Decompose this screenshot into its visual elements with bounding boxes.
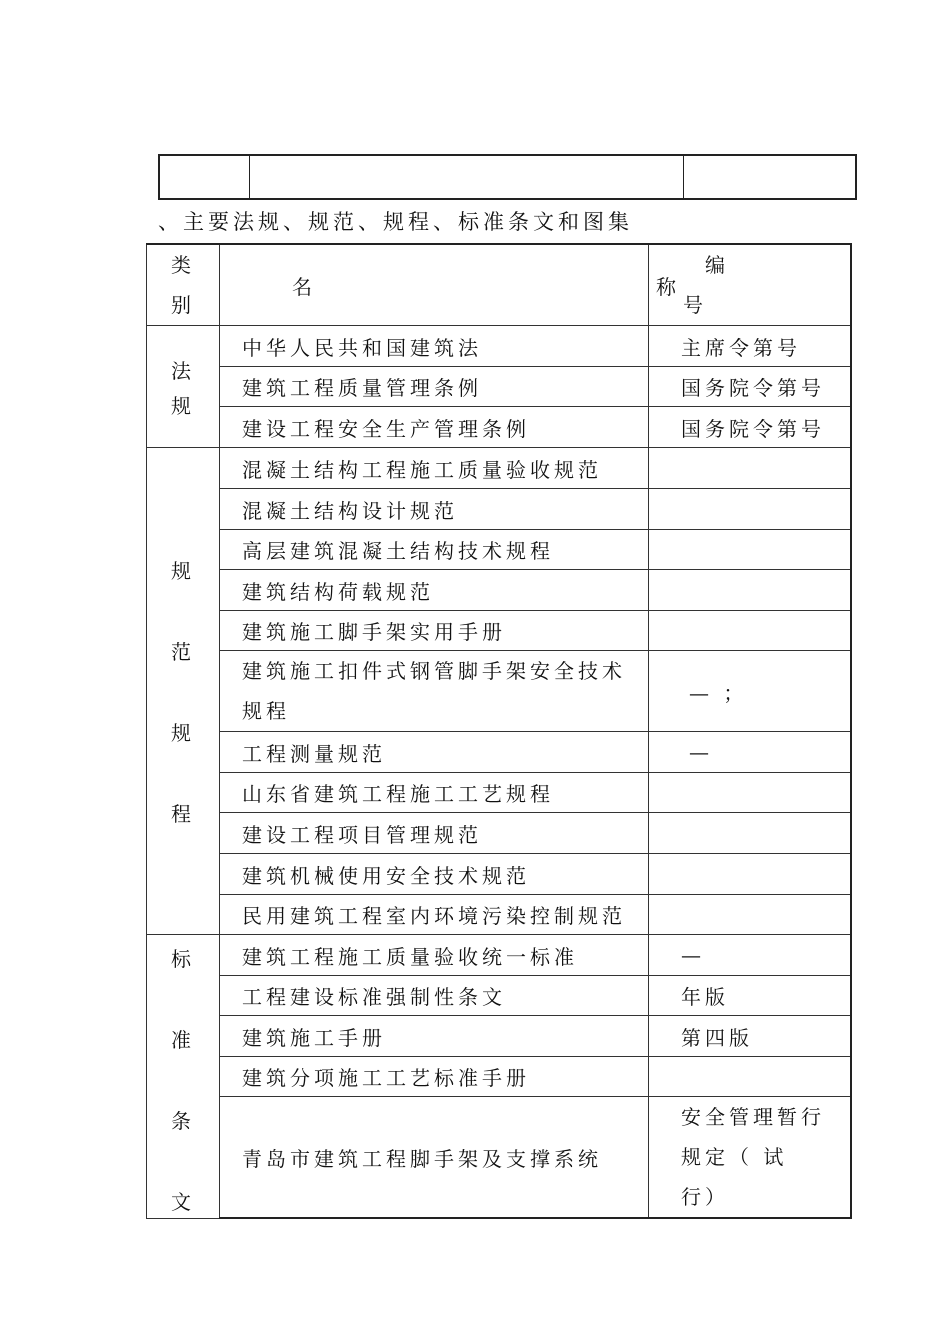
category-char: 规 (171, 721, 195, 745)
table-row (147, 407, 851, 448)
category-char: 范 (171, 640, 195, 664)
header-name-right: 称 (656, 275, 680, 299)
table-row (147, 448, 851, 489)
row-name: 中华人民共和国建筑法 (220, 326, 649, 367)
row-code: — ； (649, 651, 851, 732)
category-char: 法 (171, 358, 195, 383)
table-row (147, 773, 851, 813)
row-name: 山东省建筑工程施工工艺规程 (220, 773, 649, 813)
table-header-row (147, 244, 851, 326)
row-code (649, 530, 851, 570)
row-code: 第四版 (649, 1016, 851, 1057)
table-row (147, 935, 851, 976)
empty-cell (159, 155, 249, 199)
regulations-table (146, 243, 852, 1219)
category-cell-standards (147, 935, 220, 1219)
row-name: 民用建筑工程室内环境污染控制规范 (220, 895, 649, 935)
category-char: 程 (171, 802, 195, 826)
header-name-left: 名 (292, 275, 316, 299)
table-row (147, 570, 851, 611)
row-code: 年版 (649, 976, 851, 1016)
row-code: — (649, 732, 851, 773)
row-name: 建筑机械使用安全技术规范 (220, 854, 649, 895)
table-row (147, 732, 851, 773)
table-row (147, 367, 851, 407)
row-code: — (649, 935, 851, 976)
row-name: 建筑施工手册 (220, 1016, 649, 1057)
category-cell-laws (147, 326, 220, 448)
table-row (147, 854, 851, 895)
empty-cell (249, 155, 683, 199)
table-row (147, 813, 851, 854)
header-category-line2: 别 (171, 293, 195, 317)
row-code: 国务院令第号 (649, 407, 851, 448)
row-code (649, 854, 851, 895)
table-row (147, 1016, 851, 1057)
row-code: 主席令第号 (649, 326, 851, 367)
previous-table-row (159, 155, 856, 199)
header-category-line1: 类 (171, 253, 195, 277)
row-code (649, 611, 851, 651)
previous-table-fragment (158, 154, 857, 200)
row-name: 混凝土结构工程施工质量验收规范 (220, 448, 649, 489)
row-code (649, 773, 851, 813)
table-row (147, 326, 851, 367)
row-name: 高层建筑混凝土结构技术规程 (220, 530, 649, 570)
row-code (649, 570, 851, 611)
row-name: 建设工程项目管理规范 (220, 813, 649, 854)
category-char: 规 (171, 559, 195, 583)
header-code-line1: 编 (705, 253, 729, 277)
category-char: 准 (171, 1028, 195, 1052)
table-row (147, 530, 851, 570)
category-char: 规 (171, 393, 195, 418)
header-code-line2: 号 (683, 293, 707, 317)
section-title: 、主要法规、规范、规程、标准条文和图集 (158, 210, 633, 234)
row-name: 建设工程安全生产管理条例 (220, 407, 649, 448)
header-category (147, 244, 220, 326)
row-code: 安全管理暂行规定（ 试 行） (649, 1097, 851, 1219)
row-name: 工程测量规范 (220, 732, 649, 773)
row-code: 国务院令第号 (649, 367, 851, 407)
category-char: 条 (171, 1109, 195, 1133)
row-name: 青岛市建筑工程脚手架及支撑系统 (220, 1097, 649, 1219)
table-row (147, 1097, 851, 1219)
row-name: 建筑工程质量管理条例 (220, 367, 649, 407)
row-code (649, 448, 851, 489)
row-code (649, 489, 851, 530)
row-code (649, 895, 851, 935)
row-name: 建筑分项施工工艺标准手册 (220, 1057, 649, 1097)
row-code (649, 1057, 851, 1097)
row-name: 工程建设标准强制性条文 (220, 976, 649, 1016)
table-row (147, 1057, 851, 1097)
category-cell-specifications (147, 448, 220, 935)
empty-cell (683, 155, 856, 199)
row-name: 建筑施工脚手架实用手册 (220, 611, 649, 651)
row-code (649, 813, 851, 854)
table-row (147, 651, 851, 732)
table-row (147, 976, 851, 1016)
category-char: 标 (171, 947, 195, 971)
header-name (220, 244, 680, 326)
category-char: 文 (171, 1190, 195, 1214)
row-name: 混凝土结构设计规范 (220, 489, 649, 530)
row-name: 建筑结构荷载规范 (220, 570, 649, 611)
table-row (147, 895, 851, 935)
row-name: 建筑工程施工质量验收统一标准 (220, 935, 649, 976)
table-row (147, 489, 851, 530)
row-name: 建筑施工扣件式钢管脚手架安全技术规程 (220, 651, 649, 732)
table-row (147, 611, 851, 651)
